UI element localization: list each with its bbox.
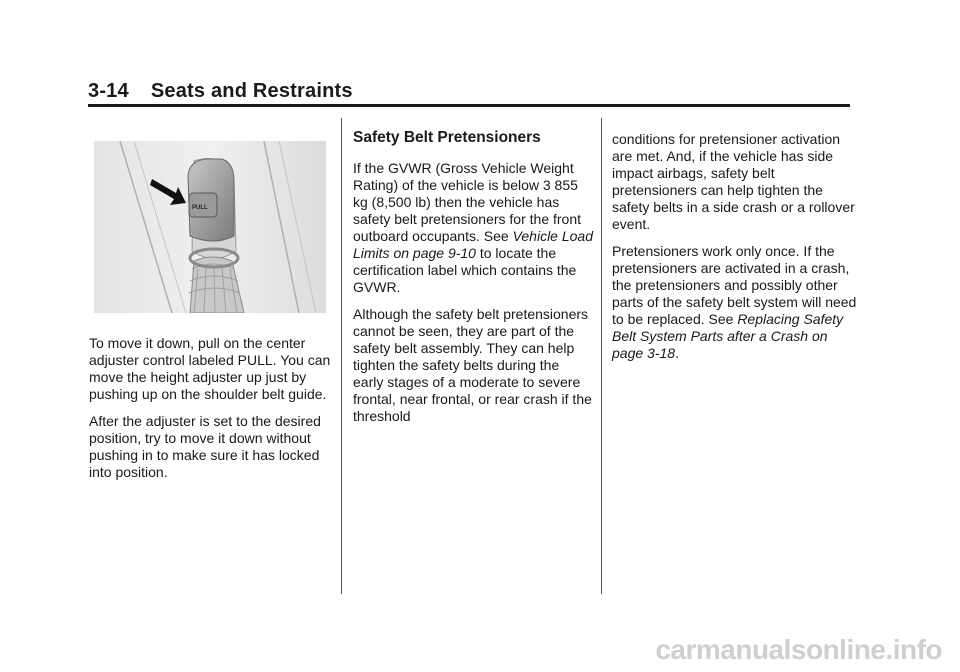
paragraph: conditions for pretensioner activation are met. And, if the vehicle has side impact airbags, safety belt pretensioners can help tighten the safety belts in a side crash or a rollover event. bbox=[612, 131, 855, 232]
watermark: carmanualsonline.info bbox=[655, 634, 942, 665]
pull-label: PULL bbox=[192, 205, 208, 211]
cross-reference-link[interactable]: Replacing Safety Belt System Parts after a Crash on page 3-18 bbox=[612, 311, 844, 361]
column-left bbox=[89, 335, 339, 491]
cross-reference-link[interactable]: Vehicle Load Limits on page 9-10 bbox=[353, 228, 593, 261]
paragraph: If the GVWR (Gross Vehicle Weight Rating) of the vehicle is below 3 855 kg (8,500 lb) then the vehicle has safety belt pretensioners for the front outboard occupants. See Vehicle Load Limits on page 9-10 to locate the certification label which contains the GVWR. bbox=[353, 160, 593, 295]
page-number: 3-14 bbox=[88, 80, 129, 102]
paragraph: Pretensioners work only once. If the pretensioners are activated in a crash, the pretensioners and possibly other parts of the safety belt system will need to be replaced. See Replacing Safety Belt System Parts after a Crash on page 3-18. bbox=[612, 243, 857, 361]
header-rule bbox=[88, 104, 850, 107]
section-title: Seats and Restraints bbox=[150, 80, 353, 102]
height-adjuster-illustration bbox=[94, 141, 326, 313]
paragraph: To move it down, pull on the center adjuster control labeled PULL. You can move the height adjuster up just by pushing up on the shoulder belt guide. bbox=[89, 335, 331, 402]
column-divider-2 bbox=[601, 118, 602, 594]
section-heading: Safety Belt Pretensioners bbox=[353, 129, 541, 146]
column-right bbox=[612, 131, 857, 372]
page-header bbox=[88, 80, 353, 103]
column-divider-1 bbox=[341, 118, 342, 594]
column-middle bbox=[353, 160, 593, 435]
paragraph: Although the safety belt pretensioners cannot be seen, they are part of the safety belt assembly. They can help tighten the safety belts during the early stages of a moderate to severe frontal, near frontal, or rear crash if the threshold bbox=[353, 306, 592, 424]
paragraph: After the adjuster is set to the desired position, try to move it down without pushing in to make sure it has locked into position. bbox=[89, 413, 321, 480]
